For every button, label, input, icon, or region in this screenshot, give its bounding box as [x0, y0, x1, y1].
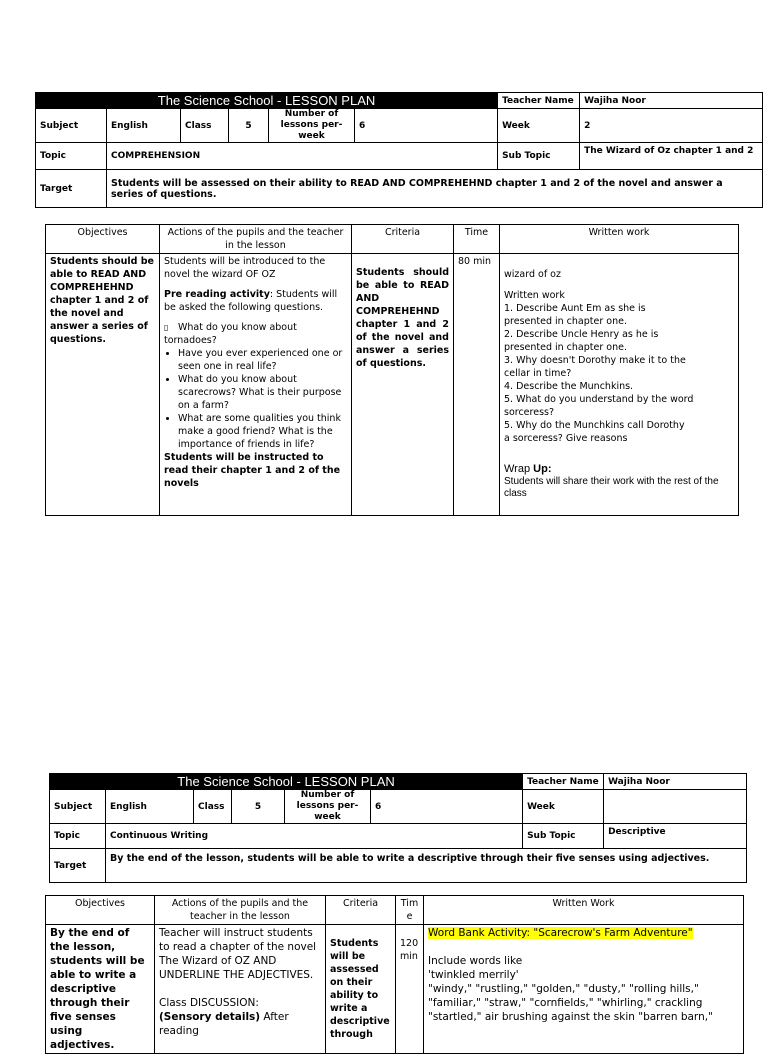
plan2-target-value: By the end of the lesson, students will be able to write a descriptive through their five senses using adjectives. — [106, 849, 747, 883]
plan1-written-line: cellar in time? — [504, 368, 572, 379]
plan1-lessons-value: 6 — [355, 109, 498, 143]
plan2-written-line: "familiar," "straw," "cornfields," "whirling," crackling — [428, 997, 703, 1009]
plan1-header-table — [35, 92, 763, 208]
plan2-actions-cell — [155, 925, 326, 1054]
plan1-col-time: Time — [454, 225, 500, 254]
plan1-week-value: 2 — [580, 109, 763, 143]
plan2-subtopic-value: Descriptive — [604, 824, 747, 849]
plan1-week-label: Week — [498, 109, 580, 143]
plan2-written-line: "startled," air brushing against the skin "barren barn," — [428, 1011, 713, 1023]
plan1-written-cell — [500, 254, 739, 516]
plan1-target-label: Target — [36, 170, 107, 208]
plan2-week-value — [604, 790, 747, 824]
plan1-target-value: Students will be assessed on their ability to READ AND COMPREHEHND chapter 1 and 2 of the novel and answer a series of questions. — [107, 170, 763, 208]
list-item: • What do you know about scarecrows? What is their purpose on a farm? — [178, 373, 347, 412]
plan2-subject-label: Subject — [50, 790, 106, 824]
plan1-actions-end: Students will be instructed to read their chapter 1 and 2 of the novels — [164, 452, 341, 489]
plan2-target-label: Target — [50, 849, 106, 883]
plan1-written-line: 4. Describe the Munchkins. — [504, 381, 634, 392]
plan1-topic-label: Topic — [36, 143, 107, 170]
plan1-prereading-text: : Students will be asked the following questions. — [164, 289, 338, 313]
plan1-class-value: 5 — [229, 109, 269, 143]
plan2-topic-label: Topic — [50, 824, 106, 849]
plan2-teacher-label: Teacher Name — [523, 774, 604, 790]
plan2-subtopic-label: Sub Topic — [523, 824, 604, 849]
plan1-col-written: Written work — [500, 225, 739, 254]
plan1-col-objectives: Objectives — [46, 225, 160, 254]
plan1-time: 80 min — [454, 254, 500, 516]
plan1-col-actions: Actions of the pupils and the teacher in the lesson — [160, 225, 352, 254]
plan2-header-table — [49, 773, 747, 883]
plan2-written-intro: Include words like — [428, 955, 523, 967]
plan1-written-line: 5. What do you understand by the word sorceress? — [504, 394, 694, 418]
plan2-time: 120 min — [396, 925, 424, 1054]
plan2-actions-3: After reading — [159, 1011, 289, 1037]
plan2-lessons-value: 6 — [371, 790, 523, 824]
plan2-class-label: Class — [194, 790, 232, 824]
plan1-question-list — [164, 321, 347, 451]
plan2-title: The Science School - LESSON PLAN — [50, 774, 523, 790]
plan2-objectives-table — [45, 895, 744, 1054]
plan2-actions-1: Teacher will instruct students to read a chapter of the novel The Wizard of OZ AND UNDERLINE THE ADJECTIVES. — [159, 927, 317, 981]
plan2-written-cell — [424, 925, 744, 1054]
plan1-written-line: a sorceress? Give reasons — [504, 433, 628, 444]
plan2-subject-value: English — [106, 790, 194, 824]
plan2-col-actions: Actions of the pupils and the teacher in the lesson — [155, 896, 326, 925]
plan2-col-objectives: Objectives — [46, 896, 155, 925]
plan2-class-value: 5 — [232, 790, 285, 824]
plan1-col-criteria: Criteria — [352, 225, 454, 254]
list-item: • Have you ever experienced one or seen one in real life? — [178, 347, 347, 373]
list-item: • What are some qualities you think make a good friend? What is the importance of friends in life? — [178, 412, 347, 451]
plan2-written-line: 'twinkled merrily' — [428, 969, 519, 981]
plan1-teacher-label: Teacher Name — [498, 93, 580, 109]
plan1-title: The Science School - LESSON PLAN — [36, 93, 498, 109]
plan2-criteria-text: Students will be assessed on their ability to write a descriptive through — [326, 925, 396, 1054]
plan1-wrap-bold: Up: — [533, 463, 552, 475]
plan1-actions-intro: Students will be introduced to the novel the wizard OF OZ — [164, 256, 326, 280]
plan1-wrap-text: Students will share their work with the rest of the class — [504, 476, 719, 499]
plan1-written-line: 2. Describe Uncle Henry as he is — [504, 329, 659, 340]
plan1-objectives-text: Students should be able to READ AND COMPREHEHND chapter 1 and 2 of the novel and answer a series of questions. — [46, 254, 160, 516]
plan1-wrap-label: Wrap — [504, 463, 531, 475]
plan2-col-written: Written Work — [424, 896, 744, 925]
plan2-topic-value: Continuous Writing — [106, 824, 523, 849]
plan1-teacher-value: Wajiha Noor — [580, 93, 763, 109]
plan2-lessons-label: Number of lessons per-week — [285, 790, 371, 824]
plan1-written-line: 1. Describe Aunt Em as she is — [504, 303, 646, 314]
plan1-written-line: 3. Why doesn't Dorothy make it to the — [504, 355, 686, 366]
plan1-subject-value: English — [107, 109, 181, 143]
plan1-written-title: wizard of oz — [504, 269, 561, 280]
plan1-written-line: Written work — [504, 290, 565, 301]
plan1-topic-value: COMPREHENSION — [107, 143, 498, 170]
list-item: ▯ What do you know about tornadoes? — [164, 322, 297, 346]
plan1-subtopic-value: The Wizard of Oz chapter 1 and 2 — [580, 143, 763, 170]
plan1-class-label: Class — [181, 109, 229, 143]
plan2-col-criteria: Criteria — [326, 896, 396, 925]
plan2-word-bank-title: Word Bank Activity: "Scarecrow's Farm Adventure" — [428, 927, 693, 939]
plan1-subtopic-label: Sub Topic — [498, 143, 580, 170]
plan1-objectives-table — [45, 224, 739, 516]
plan2-teacher-value: Wajiha Noor — [604, 774, 747, 790]
plan2-week-label: Week — [523, 790, 604, 824]
plan1-subject-label: Subject — [36, 109, 107, 143]
plan2-actions-3-bold: (Sensory details) — [159, 1011, 261, 1023]
plan2-actions-2: Class DISCUSSION: — [159, 997, 259, 1009]
plan1-written-line: 5. Why do the Munchkins call Dorothy — [504, 420, 685, 431]
plan1-actions-cell — [160, 254, 352, 516]
plan2-written-line: "windy," "rustling," "golden," "dusty," "rolling hills," — [428, 983, 699, 995]
plan1-prereading-label: Pre reading activity — [164, 289, 270, 300]
plan1-criteria-text: Students should be able to READ AND COMPREHEHND chapter 1 and 2 of the novel and answer a series of questions. — [352, 254, 454, 516]
plan1-written-line: presented in chapter one. — [504, 316, 627, 327]
plan1-written-line: presented in chapter one. — [504, 342, 627, 353]
plan2-objectives-text: By the end of the lesson, students will be able to write a descriptive through their five senses using adjectives. — [46, 925, 155, 1054]
plan1-lessons-label: Number of lessons per-week — [269, 109, 355, 143]
plan2-col-time: Tim e — [396, 896, 424, 925]
